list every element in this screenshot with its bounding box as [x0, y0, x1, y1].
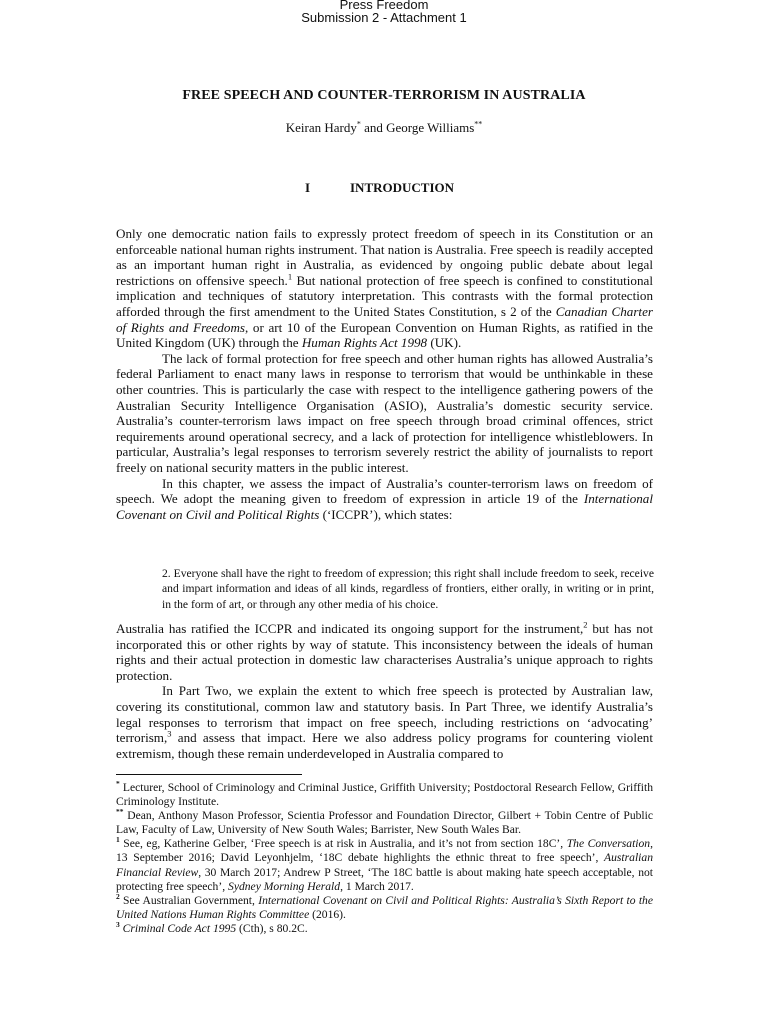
footnote-mark: **: [116, 807, 124, 817]
paragraph: [116, 476, 653, 523]
text-run: In this chapter, we assess the impact of Australia’s counter-terrorism laws on freedom of speech. We adopt the meaning given to freedom of expression in article 19 of the: [116, 475, 653, 507]
footnote-mark: 3: [116, 920, 120, 930]
footnotes: [116, 781, 653, 936]
author-name: and George Williams: [360, 120, 475, 135]
body-text-block: [116, 621, 653, 761]
footnote-ref[interactable]: 1: [287, 271, 293, 282]
italic-text: Human Rights Act 1998: [301, 335, 428, 351]
paragraph: [116, 621, 653, 683]
footnote-text: See, eg, Katherine Gelber, ‘Free speech is at risk in Australia, and it’s not from section 18C’,: [119, 837, 567, 851]
footnote: [116, 891, 653, 922]
text-run: , or art 10 of the European Convention on Human Rights, as ratified in the United Kingdom (UK) through the: [116, 319, 653, 351]
paragraph: [116, 226, 653, 351]
text-run: In Part Two, we explain the extent to which free speech is protected by Australian law, covering its constitutional, common law and statutory basis. In Part Three, we identify Australia’s legal responses to terrorism that impact on free speech, including restrictions on ‘advocating’ terrorism,: [116, 683, 653, 746]
footnote-mark: *: [116, 779, 120, 789]
author-name: Keiran Hardy: [285, 120, 357, 135]
text-run: (‘ICCPR’), which states:: [319, 506, 453, 522]
footnote-text: (Cth), s 80.2C.: [236, 921, 308, 935]
footnote-mark: 2: [116, 891, 120, 901]
footnote-mark: 1: [116, 835, 120, 845]
footnote-text: , 13 September 2016; David Leyonhjelm, ‘18C debate highlights the ethnic threat to free speech’,: [116, 837, 654, 865]
footnote-mark[interactable]: *: [356, 119, 361, 129]
text-run: (UK).: [427, 335, 462, 351]
italic-text: Criminal Code Act 1995: [122, 921, 237, 935]
footnote: [116, 922, 653, 936]
footnote-divider: [116, 774, 302, 775]
italic-text: Australian Financial Review: [116, 851, 653, 879]
italic-text: International Covenant on Civil and Political Rights: Australia’s Sixth Report to the United Nations Human Rights Committee: [116, 893, 653, 921]
footnote: [116, 837, 653, 893]
footnote-text: Lecturer, School of Criminology and Criminal Justice, Griffith University; Postdoctoral Research Fellow, Griffith Criminology Institute.: [116, 781, 653, 809]
italic-text: International Covenant on Civil and Political Rights: [116, 491, 653, 522]
page-header-subtitle: Submission 2 - Attachment 1: [301, 10, 467, 25]
text-run: and assess that impact. Here we also address policy programs for countering violent extremism, though these remain underdeveloped in Australia compared to: [116, 730, 653, 761]
page-header-title: Press Freedom: [339, 0, 429, 12]
body-text-block: [116, 226, 653, 522]
text-run: Only one democratic nation fails to expressly protect freedom of speech in its Constitution or an enforceable national human rights instrument. That nation is Australia. Free speech is readily accepted as an important human right in Australia, as evidenced by ongoing public debate about legal restrictions on offensive speech.: [116, 226, 653, 288]
footnote-text: See Australian Government,: [119, 893, 259, 907]
footnote-mark[interactable]: **: [474, 119, 483, 129]
footnote: [116, 809, 653, 837]
footnote-text: , 1 March 2017.: [340, 879, 414, 893]
footnote-ref[interactable]: 3: [167, 728, 172, 739]
footnote-text: , 30 March 2017; Andrew P Street, ‘The 18C battle is about making hate speech acceptable, not protecting free speech’,: [116, 865, 654, 893]
section-title: INTRODUCTION: [350, 180, 455, 195]
footnote-text: (2016).: [309, 907, 346, 921]
paragraph: [116, 683, 653, 761]
text-run: but has not incorporated this or other rights by way of statute. This inconsistency between the ideals of human rights and their actual protection in domestic law characterises Australia’s unique approach to rights protection.: [116, 621, 653, 683]
block-quote: 2. Everyone shall have the right to freedom of expression; this right shall include freedom to seek, receive and impart information and ideas of all kinds, regardless of frontiers, either orally, in writing or in print, in the form of art, or through any other media of his choice.: [162, 567, 654, 611]
footnote-text: Dean, Anthony Mason Professor, Scientia Professor and Foundation Director, Gilbert + Tobin Centre of Public Law, Faculty of Law, University of New South Wales; Barrister, New South Wales Bar.: [116, 809, 653, 837]
author-line: [0, 120, 768, 136]
document-title: FREE SPEECH AND COUNTER-TERRORISM IN AUSTRALIA: [182, 88, 586, 103]
italic-text: Canadian Charter of Rights and Freedoms: [116, 303, 653, 335]
section-number: I: [305, 180, 311, 195]
text-run: Australia has ratified the ICCPR and indicated its ongoing support for the instrument,: [116, 621, 584, 636]
text-run: But national protection of free speech is confined to constitutional implication and techniques of statutory interpretation. This contrasts with the formal protection afforded through the first amendment to the United States Constitution, s 2 of the: [116, 272, 653, 319]
footnote-ref[interactable]: 2: [583, 619, 588, 630]
paragraph: The lack of formal protection for free speech and other human rights has allowed Australia’s federal Parliament to enact many laws in response to terrorism that would be unthinkable in these other countries. This is particularly the case with respect to the intelligence gathering powers of the Australian Security Intelligence Organisation (ASIO), Australia’s domestic security service. Australia’s counter-terrorism laws impact on free speech through broad criminal offences, strict requirements around operational secrecy, and a lack of protection for intelligence whistleblowers. In particular, Australia’s legal responses to terrorism severely restrict the ability of journalists to report freely on national security matters in the public interest.: [116, 350, 653, 475]
footnote: [116, 781, 653, 809]
italic-text: Sydney Morning Herald: [228, 879, 341, 893]
italic-text: The Conversation: [566, 837, 651, 851]
